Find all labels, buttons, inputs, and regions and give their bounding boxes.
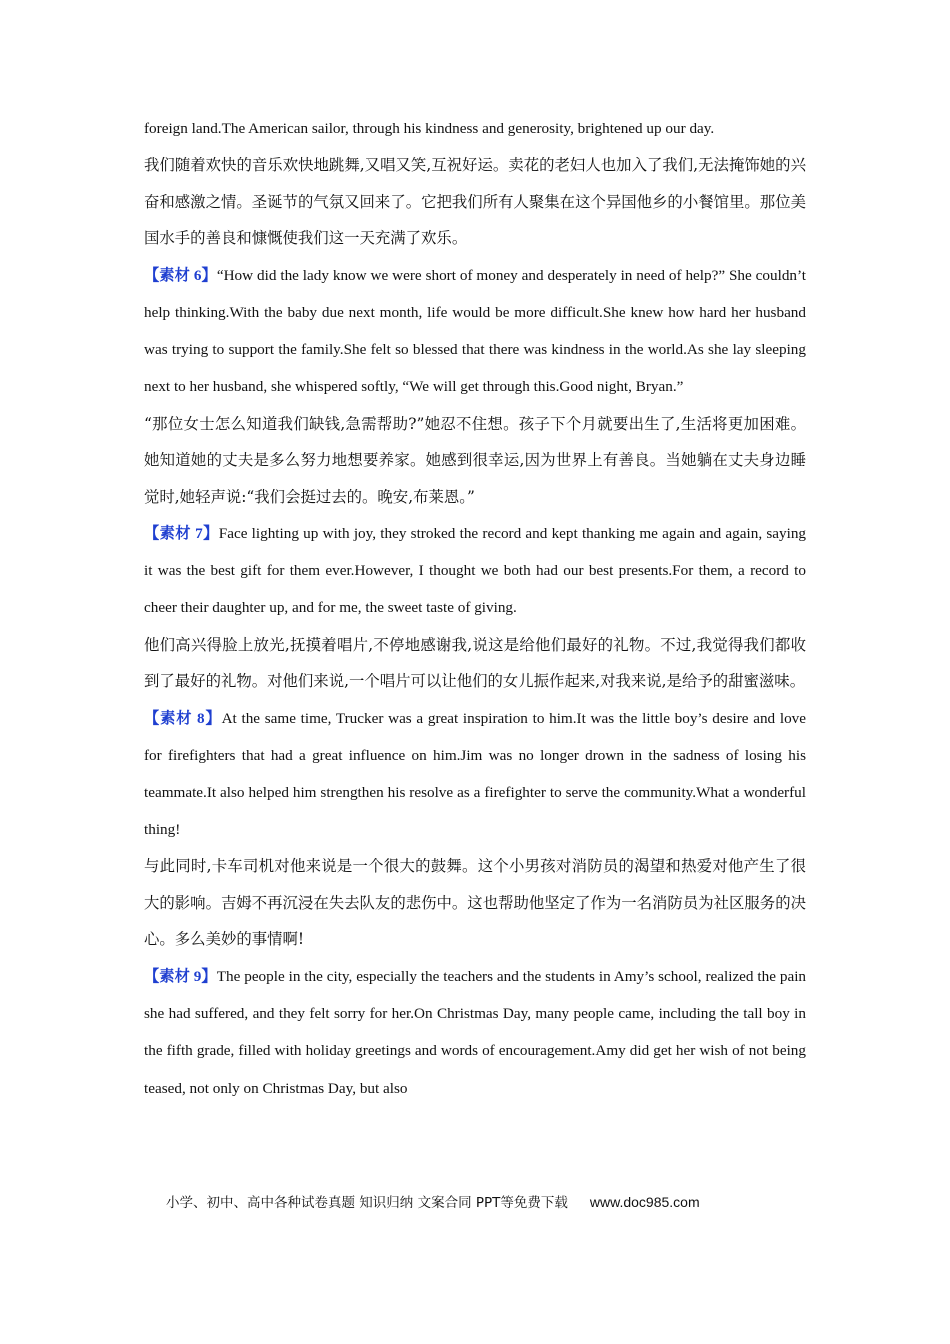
material-tag: 【素材 7】 (144, 525, 219, 543)
paragraph-material-7: 【素材 7】Face lighting up with joy, they stroked the record and kept thanking me again and again, saying it was the best gift for them ever.However, I thought we both had our best presents.For them, a record to cheer their daughter up, and for me, the sweet taste of giving. (144, 525, 807, 617)
paragraph-material-6: 【素材 6】“How did the lady know we were short of money and desperately in need of help?” She couldn’t help thinking.With the baby due next month, life would be more difficult.She knew how hard her husband was trying to support the family.She felt so blessed that there was kindness in the world.As she lay sleeping next to her husband, she whispered softly, “We will get through this.Good night, Bryan.” (144, 266, 807, 396)
footer-url: www.doc985.com (589, 1194, 700, 1210)
footer-text: 小学、初中、高中各种试卷真题 知识归纳 文案合同 PPT等免费下载 (166, 1195, 568, 1211)
material-tag: 【素材 8】 (144, 709, 222, 727)
paragraph-zh-translation: 与此同时,卡车司机对他来说是一个很大的鼓舞。这个小男孩对消防员的渴望和热爱对他产生了很大的影响。吉姆不再沉浸在失去队友的悲伤中。这也帮助他坚定了作为一名消防员为社区服务的决心。多么美妙的事情啊! (144, 857, 806, 949)
paragraph-en-continuation: foreign land.The American sailor, through his kindness and generosity, brightened up our day. (144, 120, 715, 137)
material-tag: 【素材 9】 (144, 967, 217, 985)
paragraph-zh-translation: 他们高兴得脸上放光,抚摸着唱片,不停地感谢我,说这是给他们最好的礼物。不过,我觉得我们都收到了最好的礼物。对他们来说,一个唱片可以让他们的女儿振作起来,对我来说,是给予的甜蜜滋味。 (144, 635, 806, 691)
paragraph-material-8: 【素材 8】At the same time, Trucker was a great inspiration to him.It was the little boy’s desire and love for firefighters that had a great influence on him.Jim was no longer drown in the sadness of losing his teammate.It also helped him strengthen his resolve as a firefighter to serve the community.What a wonderful thing! (144, 709, 807, 839)
paragraph-material-9: 【素材 9】The people in the city, especially the teachers and the students in Amy’s school, realized the pain she had suffered, and they felt sorry for her.On Christmas Day, many people came, including the tall boy in the fifth grade, filled with holiday greetings and words of encouragement.Amy did get her wish of not being teased, not only on Christmas Day, but also (144, 967, 807, 1097)
page-footer (166, 1191, 806, 1211)
document-body (144, 110, 806, 1107)
material-tag: 【素材 6】 (144, 266, 217, 284)
paragraph-zh-translation: “那位女士怎么知道我们缺钱,急需帮助?”她忍不住想。孩子下个月就要出生了,生活将更加困难。她知道她的丈夫是多么努力地想要养家。她感到很幸运,因为世界上有善良。当她躺在丈夫身边睡觉时,她轻声说:“我们会挺过去的。晚安,布莱恩。” (144, 414, 806, 506)
paragraph-zh-translation: 我们随着欢快的音乐欢快地跳舞,又唱又笑,互祝好运。卖花的老妇人也加入了我们,无法掩饰她的兴奋和感激之情。圣诞节的气氛又回来了。它把我们所有人聚集在这个异国他乡的小餐馆里。那位美国水手的善良和慷慨使我们这一天充满了欢乐。 (144, 156, 806, 248)
